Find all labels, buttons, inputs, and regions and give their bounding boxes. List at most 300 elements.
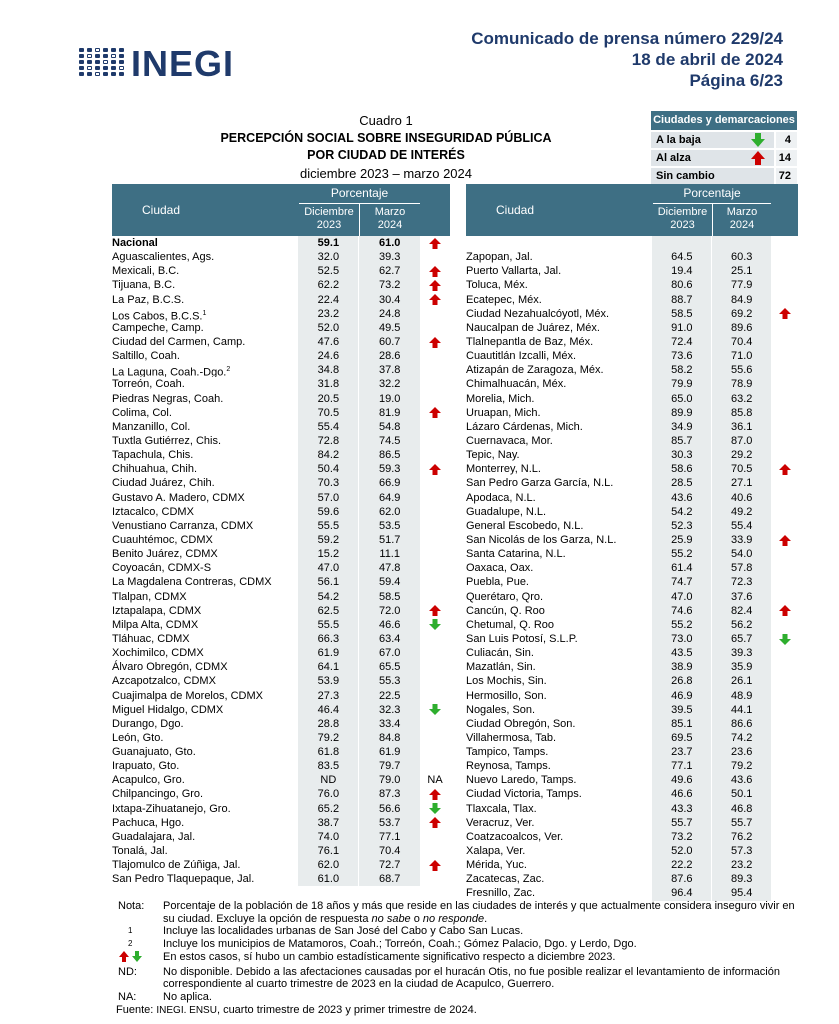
source-line	[116, 1004, 477, 1018]
table-row	[466, 590, 798, 604]
city-name: La Laguna, Coah.-Dgo.	[112, 366, 227, 378]
dec-value: 85.1	[652, 717, 711, 731]
table-row	[112, 278, 450, 292]
city-cell	[466, 377, 652, 391]
mar-value: 85.8	[711, 406, 771, 420]
dec-value: 46.4	[298, 703, 358, 717]
mar-value: 73.2	[358, 278, 420, 292]
note-arrows-icons	[118, 951, 163, 966]
dec-value: 43.6	[652, 491, 711, 505]
note-nd-text: No disponible. Debido a las afectaciones causadas por el huracán Otis, no fue posible realizar el levantamiento de información correspondiente al cuarto trimestre de 2023 en la ciudad de Acapulco, Guerrero.	[163, 965, 780, 991]
press-release-header	[471, 28, 783, 91]
mar-value: 62.0	[358, 505, 420, 519]
mar-value: 53.7	[358, 816, 420, 830]
city-name: Ciudad Nezahualcóyotl, Méx.	[466, 307, 610, 320]
city-cell	[112, 462, 298, 476]
dec-value: 73.2	[652, 830, 711, 844]
title-line-1: PERCEPCIÓN SOCIAL SOBRE INSEGURIDAD PÚBLICA	[220, 130, 552, 145]
no-change-cell	[771, 250, 798, 264]
city-cell	[112, 519, 298, 533]
city-cell	[112, 448, 298, 462]
city-name: Torreón, Coah.	[112, 378, 185, 391]
city-name: Coatzacoalcos, Ver.	[466, 830, 564, 843]
city-cell	[466, 830, 652, 844]
table-row	[466, 773, 798, 787]
dec-value: 38.7	[298, 816, 358, 830]
city-cell	[466, 858, 652, 872]
no-change-cell	[420, 646, 450, 660]
city-cell	[112, 689, 298, 703]
city-name: Ecatepec, Méx.	[466, 293, 542, 306]
mar-value: 59.4	[358, 575, 420, 589]
city-name: Benito Juárez, CDMX	[112, 548, 218, 561]
dec-value: 55.5	[298, 618, 358, 632]
table-row	[112, 476, 450, 490]
dec-value: 47.6	[298, 335, 358, 349]
city-name: Guadalupe, N.L.	[466, 505, 547, 518]
table-row	[466, 618, 798, 632]
city-cell	[112, 547, 298, 561]
arrow-up-icon	[420, 816, 450, 830]
city-cell	[112, 816, 298, 830]
mar-value: 68.7	[358, 872, 420, 886]
dec-value: 87.6	[652, 872, 711, 886]
source-label: Fuente:	[116, 1003, 154, 1016]
no-change-cell	[420, 448, 450, 462]
table-row	[466, 349, 798, 363]
mar-value: 77.1	[358, 830, 420, 844]
dec-value: 61.9	[298, 646, 358, 660]
city-cell	[112, 264, 298, 278]
mar-value: 81.9	[358, 406, 420, 420]
table-row	[112, 250, 450, 264]
city-name: Acapulco, Gro.	[112, 774, 185, 787]
table-row	[466, 264, 798, 278]
dec-value: 47.0	[298, 561, 358, 575]
mar-value: 61.9	[358, 745, 420, 759]
city-cell	[466, 434, 652, 448]
table-row	[112, 632, 450, 646]
table-row	[112, 420, 450, 434]
table-row	[466, 816, 798, 830]
note-1-text: Incluye las localidades urbanas de San José del Cabo y Cabo San Lucas.	[163, 925, 524, 938]
note-2-label: 2	[128, 939, 133, 949]
table-row	[466, 561, 798, 575]
city-name: Aguascalientes, Ags.	[112, 251, 215, 264]
col-dec-label: Diciembre	[304, 206, 354, 218]
city-name: Chilpancingo, Gro.	[112, 788, 204, 801]
city-name: Durango, Dgo.	[112, 717, 184, 730]
no-change-cell	[771, 476, 798, 490]
no-change-cell	[420, 505, 450, 519]
arrow-up-icon	[420, 278, 450, 292]
mar-value: 37.8	[358, 363, 420, 377]
city-name: Cuautitlán Izcalli, Méx.	[466, 350, 577, 363]
mar-value: 39.3	[358, 250, 420, 264]
mar-value: 55.6	[711, 363, 771, 377]
table-row	[466, 377, 798, 391]
table-row	[112, 533, 450, 547]
table-row	[112, 236, 450, 250]
mar-value: 54.8	[358, 420, 420, 434]
mar-value: 44.1	[711, 703, 771, 717]
city-cell	[466, 392, 652, 406]
summary-label: A la baja	[656, 134, 701, 146]
city-cell	[112, 363, 298, 377]
city-cell	[112, 604, 298, 618]
table-row	[112, 802, 450, 816]
city-cell	[466, 363, 652, 377]
no-change-cell	[420, 434, 450, 448]
note-na-text: No aplica.	[163, 990, 212, 1003]
mar-value: 70.5	[711, 462, 771, 476]
dec-value: 88.7	[652, 293, 711, 307]
dec-value: 89.9	[652, 406, 711, 420]
mar-value: 24.8	[358, 307, 420, 321]
arrow-down-icon	[771, 632, 798, 646]
city-name: Xalapa, Ver.	[466, 845, 526, 858]
no-change-cell	[771, 236, 798, 250]
city-name: Tlalpan, CDMX	[112, 590, 187, 603]
city-cell	[112, 349, 298, 363]
no-change-cell	[420, 377, 450, 391]
cuadro-label: Cuadro 1	[359, 113, 413, 128]
city-cell	[112, 561, 298, 575]
dec-value: 53.9	[298, 674, 358, 688]
mar-value: 57.3	[711, 844, 771, 858]
no-change-cell	[771, 773, 798, 787]
arrow-up-icon	[420, 604, 450, 618]
city-name: Miguel Hidalgo, CDMX	[112, 703, 224, 716]
city-name: Fresnillo, Zac.	[466, 887, 536, 900]
no-change-cell	[420, 363, 450, 377]
mar-value: 53.5	[358, 519, 420, 533]
table-row	[112, 491, 450, 505]
mar-value: 26.1	[711, 674, 771, 688]
mar-value: 86.6	[711, 717, 771, 731]
city-name: Uruapan, Mich.	[466, 406, 541, 419]
no-change-cell	[771, 505, 798, 519]
city-cell	[466, 250, 652, 264]
no-change-cell	[420, 392, 450, 406]
city-cell	[112, 872, 298, 886]
mar-value: 89.6	[711, 321, 771, 335]
col-dec-header	[299, 204, 359, 236]
mar-value: 65.5	[358, 660, 420, 674]
dec-value: 54.2	[298, 590, 358, 604]
note-2-text: Incluye los municipios de Matamoros, Coah.; Torreón, Coah.; Gómez Palacio, Dgo. y Lerdo, Dgo.	[163, 938, 637, 951]
no-change-cell	[771, 519, 798, 533]
city-name: Cuajimalpa de Morelos, CDMX	[112, 689, 263, 702]
city-name: Villahermosa, Tab.	[466, 731, 557, 744]
city-name: Puerto Vallarta, Jal.	[466, 265, 562, 278]
city-name: Zapopan, Jal.	[466, 251, 533, 264]
city-cell	[466, 420, 652, 434]
mar-value: 28.6	[358, 349, 420, 363]
table-row	[112, 717, 450, 731]
city-name: Hermosillo, Son.	[466, 689, 547, 702]
city-name: Culiacán, Sin.	[466, 647, 534, 660]
city-name: Coyoacán, CDMX-S	[112, 562, 212, 575]
city-name: Mexicali, B.C.	[112, 265, 180, 278]
mar-value: 40.6	[711, 491, 771, 505]
city-cell	[112, 392, 298, 406]
no-change-cell	[420, 830, 450, 844]
press-release-date: 18 de abril de 2024	[631, 50, 783, 69]
no-change-cell	[771, 872, 798, 886]
mar-value: 32.2	[358, 377, 420, 391]
table-row	[466, 519, 798, 533]
dec-value: 61.4	[652, 561, 711, 575]
no-change-cell	[420, 533, 450, 547]
source-name: INEGI. ENSU	[156, 1004, 217, 1016]
title-period: diciembre 2023 – marzo 2024	[300, 165, 472, 181]
note-na-label: NA:	[118, 990, 137, 1003]
dec-value: 47.0	[652, 590, 711, 604]
mar-value: 57.8	[711, 561, 771, 575]
mar-value: 72.3	[711, 575, 771, 589]
dec-value: 91.0	[652, 321, 711, 335]
table-row	[466, 505, 798, 519]
city-name: Campeche, Camp.	[112, 321, 204, 334]
city-cell	[466, 604, 652, 618]
mar-value: 37.6	[711, 590, 771, 604]
table-row	[466, 533, 798, 547]
col-dec-year: 2023	[670, 219, 695, 231]
mar-value: 23.2	[711, 858, 771, 872]
dec-value: 76.1	[298, 844, 358, 858]
dec-value: 72.4	[652, 335, 711, 349]
table-row	[466, 674, 798, 688]
table-row	[466, 307, 798, 321]
city-cell	[112, 533, 298, 547]
dec-value: 77.1	[652, 759, 711, 773]
no-change-cell	[420, 745, 450, 759]
col-mar-year: 2024	[377, 219, 403, 231]
arrow-down-icon	[420, 703, 450, 717]
dec-value: 58.2	[652, 363, 711, 377]
table-row	[466, 250, 798, 264]
city-name: Venustiano Carranza, CDMX	[112, 519, 254, 532]
note-nd-label: ND:	[118, 965, 137, 978]
city-cell	[112, 618, 298, 632]
mar-value: 74.2	[711, 731, 771, 745]
no-change-cell	[420, 844, 450, 858]
summary-row-sin-cambio	[651, 166, 797, 184]
dec-value: 70.5	[298, 406, 358, 420]
no-change-cell	[771, 759, 798, 773]
dec-value: 72.8	[298, 434, 358, 448]
city-cell	[112, 293, 298, 307]
dec-value: 32.0	[298, 250, 358, 264]
no-change-cell	[771, 392, 798, 406]
inegi-logo	[79, 43, 235, 84]
city-cell	[466, 349, 652, 363]
city-cell	[112, 406, 298, 420]
summary-label: Al alza	[656, 152, 691, 164]
city-cell	[112, 420, 298, 434]
no-change-cell	[771, 802, 798, 816]
summary-value: 4	[774, 132, 797, 148]
left-table-body	[112, 236, 450, 886]
city-cell	[112, 307, 298, 321]
city-name: Ciudad Obregón, Son.	[466, 717, 576, 730]
city-name: Naucalpan de Juárez, Méx.	[466, 321, 600, 334]
city-cell	[112, 802, 298, 816]
mar-value: 49.2	[711, 505, 771, 519]
note-text-part: Porcentaje de la población de 18 años y más que reside en las ciudades de interés y que actualmente considera inseguro vivir en su ciudad. Excluye la opción de respuesta	[163, 900, 795, 925]
mar-value: 46.8	[711, 802, 771, 816]
city-name: Tláhuac, CDMX	[112, 632, 190, 645]
no-change-cell	[771, 491, 798, 505]
city-cell	[466, 759, 652, 773]
dec-value: 73.6	[652, 349, 711, 363]
dec-value: 65.2	[298, 802, 358, 816]
no-change-cell	[771, 703, 798, 717]
arrow-up-icon	[771, 533, 798, 547]
city-name: Morelia, Mich.	[466, 392, 535, 405]
no-change-cell	[420, 561, 450, 575]
city-name: León, Gto.	[112, 731, 164, 744]
no-change-cell	[420, 731, 450, 745]
city-cell	[112, 505, 298, 519]
city-cell	[112, 476, 298, 490]
table-row	[112, 872, 450, 886]
arrow-up-icon	[420, 236, 450, 250]
dec-value: 57.0	[298, 491, 358, 505]
dec-value: 74.0	[298, 830, 358, 844]
mar-value: 36.1	[711, 420, 771, 434]
city-cell	[466, 561, 652, 575]
na-marker: NA	[427, 774, 443, 787]
dec-value: 96.4	[652, 886, 711, 900]
mar-value: 48.9	[711, 689, 771, 703]
dec-value: 50.4	[298, 462, 358, 476]
table-row	[466, 434, 798, 448]
city-name: San Pedro Garza García, N.L.	[466, 477, 614, 490]
dec-value: 64.1	[298, 660, 358, 674]
city-cell	[112, 434, 298, 448]
city-cell	[112, 377, 298, 391]
col-group-header: Porcentaje	[299, 184, 420, 204]
city-name: Tepic, Nay.	[466, 449, 520, 462]
no-change-cell	[771, 858, 798, 872]
table-row	[112, 335, 450, 349]
city-cell	[112, 759, 298, 773]
mar-value: 32.3	[358, 703, 420, 717]
table-row	[112, 858, 450, 872]
no-change-cell	[771, 717, 798, 731]
no-change-cell	[771, 745, 798, 759]
city-name: Puebla, Pue.	[466, 576, 529, 589]
dec-value: 31.8	[298, 377, 358, 391]
arrow-up-icon	[420, 406, 450, 420]
city-cell	[466, 844, 652, 858]
no-change-cell	[771, 646, 798, 660]
dec-value: 59.2	[298, 533, 358, 547]
dec-value: 70.3	[298, 476, 358, 490]
no-change-cell	[420, 519, 450, 533]
city-cell	[112, 703, 298, 717]
summary-label: Sin cambio	[656, 170, 715, 182]
dec-value: 28.8	[298, 717, 358, 731]
mar-value: 58.5	[358, 590, 420, 604]
city-name: Los Cabos, B.C.S.	[112, 310, 203, 321]
mar-value: 55.7	[711, 816, 771, 830]
city-cell	[112, 731, 298, 745]
dec-value: 34.9	[652, 420, 711, 434]
right-table-body	[466, 236, 798, 901]
no-change-cell	[771, 448, 798, 462]
mar-value: 71.0	[711, 349, 771, 363]
mar-value: 43.6	[711, 773, 771, 787]
mar-value: 54.0	[711, 547, 771, 561]
dec-value: 52.0	[298, 321, 358, 335]
arrow-down-icon	[420, 618, 450, 632]
no-change-cell	[420, 349, 450, 363]
mar-value: 29.2	[711, 448, 771, 462]
city-cell	[466, 632, 652, 646]
note-text	[163, 900, 798, 925]
mar-value: 46.6	[358, 618, 420, 632]
table-row	[466, 335, 798, 349]
note-nd	[118, 966, 798, 991]
mar-value: 39.3	[711, 646, 771, 660]
mar-value: 79.2	[711, 759, 771, 773]
dec-value: 62.0	[298, 858, 358, 872]
table-row	[112, 759, 450, 773]
city-name: Gustavo A. Madero, CDMX	[112, 491, 245, 504]
dec-value: 55.7	[652, 816, 711, 830]
city-cell	[112, 250, 298, 264]
source-text: , cuarto trimestre de 2023 y primer trimestre de 2024.	[216, 1003, 477, 1016]
dec-value: 24.6	[298, 349, 358, 363]
note-1-label: 1	[128, 926, 133, 936]
note-source	[116, 1004, 798, 1018]
no-change-cell	[771, 561, 798, 575]
table-row	[112, 773, 450, 787]
city-cell	[112, 787, 298, 801]
city-name: Iztacalco, CDMX	[112, 505, 194, 518]
no-change-cell	[771, 377, 798, 391]
dec-value: 85.7	[652, 434, 711, 448]
table-row	[112, 816, 450, 830]
dec-value: 39.5	[652, 703, 711, 717]
dec-value: 43.5	[652, 646, 711, 660]
arrow-up-icon	[420, 462, 450, 476]
table-row	[112, 674, 450, 688]
table-header	[112, 184, 450, 236]
mar-value: 55.4	[711, 519, 771, 533]
note-2	[118, 938, 798, 951]
table-row	[112, 264, 450, 278]
col-mar-label: Marzo	[726, 206, 758, 218]
no-change-cell	[771, 293, 798, 307]
table-row	[466, 717, 798, 731]
table-row	[466, 293, 798, 307]
table-row	[466, 406, 798, 420]
table-row	[466, 278, 798, 292]
col-dec-label: Diciembre	[657, 206, 708, 218]
city-cell	[112, 674, 298, 688]
city-name: Nacional	[112, 237, 158, 249]
dec-value: 55.2	[652, 618, 711, 632]
city-name: Apodaca, N.L.	[466, 491, 536, 504]
arrow-up-icon	[420, 335, 450, 349]
mar-value: 30.4	[358, 293, 420, 307]
city-name: Guanajuato, Gto.	[112, 746, 196, 759]
table-row	[466, 646, 798, 660]
